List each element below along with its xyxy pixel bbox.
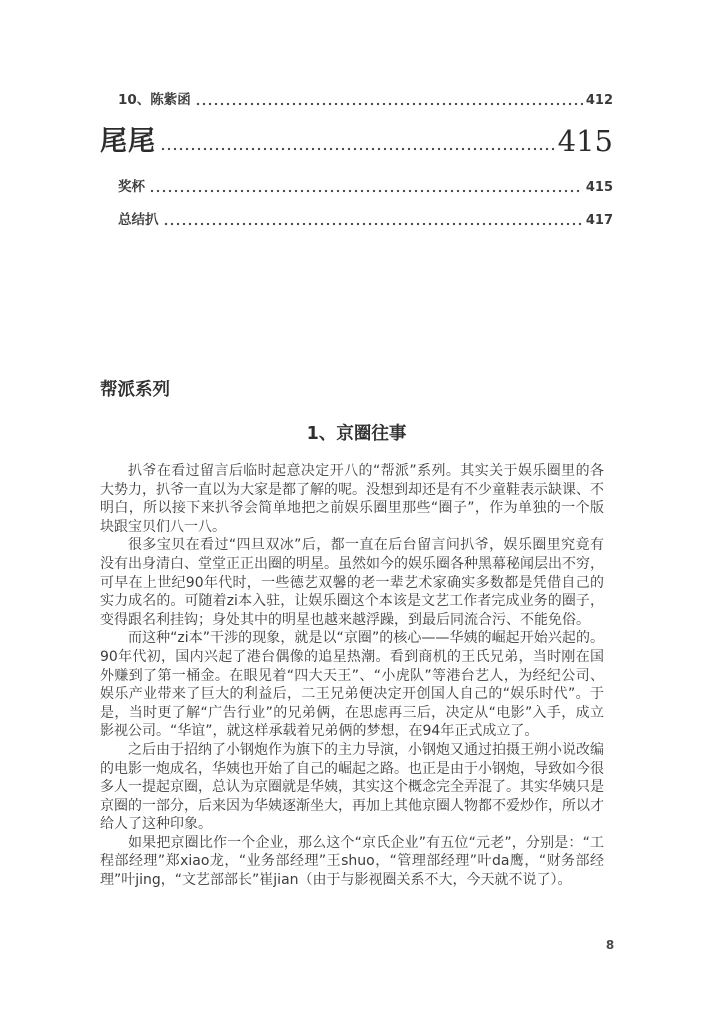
toc-entry bbox=[100, 175, 613, 195]
section-title: 帮派系列 bbox=[100, 380, 170, 400]
paragraph: 扒爷在看过留言后临时起意决定开八的“帮派”系列。其实关于娱乐圈里的各大势力，扒爷一直以为大家是都了解的呢。没想到却还是有不少童鞋表示缺课、不明白，所以接下来扒爷会简单地把之前娱乐圈里那些“圈子”，作为单独的一个版块跟宝贝们八一八。 bbox=[100, 463, 604, 535]
toc-dot-leader bbox=[149, 189, 583, 193]
toc-page-number: 412 bbox=[585, 93, 613, 108]
paragraph: 而这种“zi本”干涉的现象，就是以“京圈”的核心——华姨的崛起开始兴起的。90年代初，国内兴起了港台偶像的追星热潮。看到商机的王氏兄弟，当时刚在国外赚到了第一桶金。在眼见着“四大天王”、“小虎队”等港台艺人，为经纪公司、娱乐产业带来了巨大的利益后，二王兄弟便决定开创国人自己的“娱乐时代”。于是，当时更了解“广告行业”的兄弟俩，在思虑再三后，决定从“电影”入手，成立影视公司。“华谊”，就这样承载着兄弟俩的梦想，在94年正式成立了。 bbox=[100, 630, 604, 740]
paragraph: 很多宝贝在看过“四旦双冰”后，都一直在后台留言问扒爷，娱乐圈里究竟有没有出身清白、堂堂正正出圈的明星。虽然如今的娱乐圈各种黑幕秘闻层出不穷，可早在上世纪90年代时，一些德艺双馨的老一辈艺术家确实多数都是凭借自己的实力成名的。可随着zi本入驻，让娱乐圈这个本该是文艺工作者完成业务的圈子，变得跟名利挂钩；身处其中的明星也越来越浮躁，到最后同流合污、不能免俗。 bbox=[100, 537, 604, 628]
toc-entry-label: 尾尾 bbox=[100, 126, 156, 157]
table-of-contents bbox=[100, 88, 613, 228]
article-body bbox=[100, 462, 604, 890]
toc-entry bbox=[100, 208, 613, 228]
page-content bbox=[100, 88, 613, 890]
toc-entry-label: 10、陈紫函 bbox=[118, 92, 191, 108]
toc-page-number: 417 bbox=[585, 213, 613, 228]
footer-page-number: 8 bbox=[605, 938, 615, 952]
toc-page-number: 415 bbox=[557, 124, 613, 158]
toc-entry-label: 奖杯 bbox=[118, 179, 145, 195]
chapter-title: 1、京圈往事 bbox=[306, 424, 407, 444]
toc-dot-leader bbox=[160, 147, 555, 151]
paragraph: 如果把京圈比作一个企业，那么这个“京氏企业”有五位“元老”，分别是：“工程部经理”郑xiao龙，“业务部经理”王shuo，“管理部经理”叶da鹰，“财务部经理”叶jing，“文艺部部长”崔jian（由于与影视圈关系不大，今天就不说了）。 bbox=[100, 834, 604, 889]
toc-page-number: 415 bbox=[585, 180, 613, 195]
toc-entry bbox=[100, 119, 613, 158]
toc-dot-leader bbox=[195, 102, 583, 106]
toc-dot-leader bbox=[163, 222, 583, 226]
toc-entry bbox=[100, 88, 613, 108]
paragraph: 之后由于招纳了小钢炮作为旗下的主力导演，小钢炮又通过拍摄王朔小说改编的电影一炮成名，华姨也开始了自己的崛起之路。也正是由于小钢炮，导致如今很多人一提起京圈，总认为京圈就是华姨，其实这个概念完全弄混了。其实华姨只是京圈的一部分，后来因为华姨逐渐坐大，再加上其他京圈人物都不爱炒作，所以才给人了这种印象。 bbox=[100, 741, 604, 833]
toc-entry-label: 总结扒 bbox=[118, 212, 159, 228]
